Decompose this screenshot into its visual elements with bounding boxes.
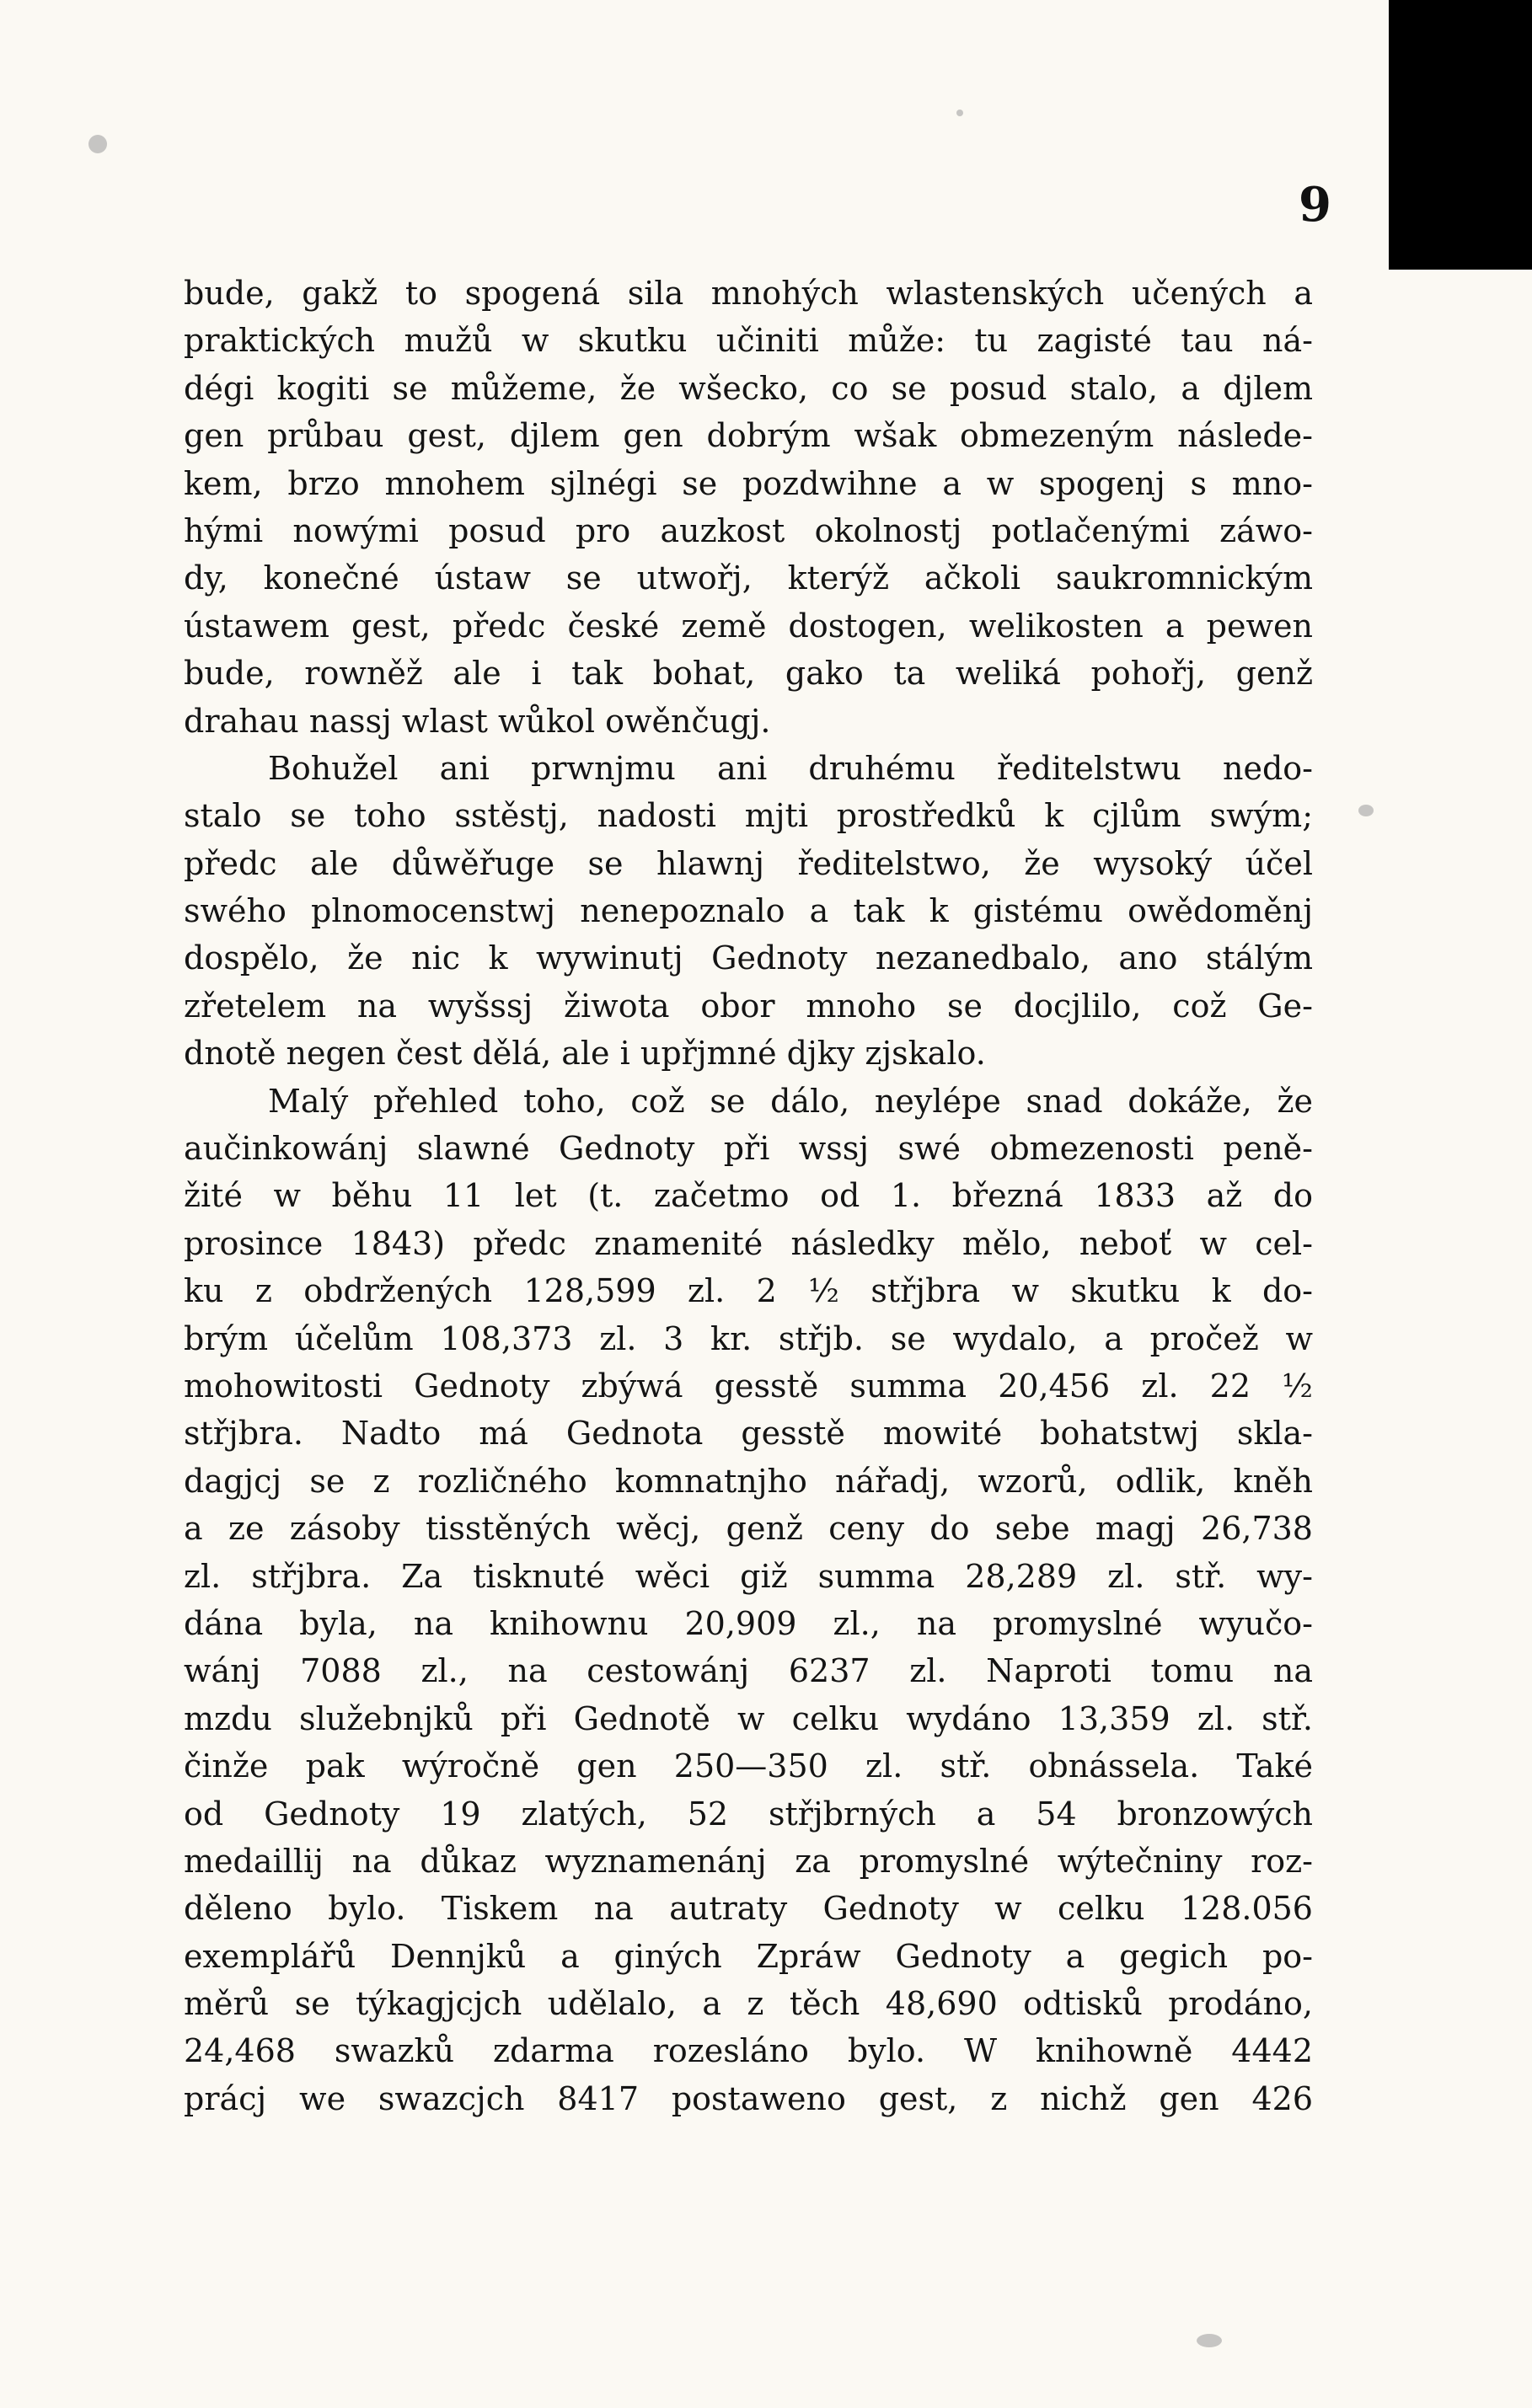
text-line: prosince 1843) předc znamenité následky mělo, neboť w cel-: [184, 1224, 1313, 1262]
text-line: ku z obdržených 128,599 zl. 2 ½ střjbra w skutku k do-: [184, 1272, 1313, 1310]
text-line: 24,468 swazků zdarma rozesláno bylo. W knihowně 4442: [184, 2032, 1313, 2070]
text-line: ústawem gest, předc české země dostogen, welikosten a pewen: [184, 607, 1313, 645]
text-line: děleno bylo. Tiskem na autraty Gednoty w celku 128.056: [184, 1890, 1313, 1928]
text-line: zřetelem na wyšssj žiwota obor mnoho se docjlilo, což Ge-: [184, 987, 1313, 1025]
paper-speck: [1197, 2334, 1222, 2347]
text-line: exemplářů Dennjků a giných Zpráw Gednoty a gegich po-: [184, 1937, 1313, 1975]
text-line: od Gednoty 19 zlatých, 52 střjbrných a 54 bronzowých: [184, 1795, 1313, 1833]
text-line: střjbra. Nadto má Gednota gesstě mowité bohatstwj skla-: [184, 1415, 1313, 1453]
page-number: 9: [1299, 177, 1331, 233]
text-line: zl. střjbra. Za tisknuté wěci giž summa 28,289 zl. stř. wy-: [184, 1557, 1313, 1595]
text-line: hými nowými posud pro auzkost okolnostj potlačenými záwo-: [184, 511, 1313, 549]
text-line: aučinkowánj slawné Gednoty při wssj swé obmezenosti peně-: [184, 1130, 1313, 1168]
text-line: gen průbau gest, djlem gen dobrým wšak obmezeným následe-: [184, 417, 1313, 455]
text-line: předc ale důwěřuge se hlawnj ředitelstwo, že wysoký účel: [184, 844, 1313, 882]
text-line: dospělo, že nic k wywinutj Gednoty nezanedbalo, ano stálým: [184, 939, 1313, 977]
text-line: kem, brzo mnohem sjlnégi se pozdwihne a w spogenj s mno-: [184, 464, 1313, 502]
text-line: mohowitosti Gednoty zbýwá gesstě summa 20,456 zl. 22 ½: [184, 1367, 1313, 1405]
body-text: [184, 270, 1313, 2122]
text-line: wánj 7088 zl., na cestowánj 6237 zl. Naproti tomu na: [184, 1652, 1313, 1690]
text-line: dána byla, na knihownu 20,909 zl., na promyslné wyučo-: [184, 1604, 1313, 1642]
text-line: měrů se týkagjcjch udělalo, a z těch 48,690 odtisků prodáno,: [184, 1985, 1313, 2023]
paper-speck: [1358, 805, 1374, 816]
text-line: dégi kogiti se můžeme, že wšecko, co se posud stalo, a djlem: [184, 369, 1313, 407]
text-line: Malý přehled toho, což se dálo, neylépe snad dokáže, že: [268, 1082, 1313, 1120]
text-line: prácj we swazcjch 8417 postaweno gest, z nichž gen 426: [184, 2079, 1313, 2117]
text-line: praktických mužů w skutku učiniti může: tu zagisté tau ná-: [184, 322, 1313, 360]
text-line: dagjcj se z rozličného komnatnjho nářadj, wzorů, odlik, kněh: [184, 1462, 1313, 1500]
text-line: brým účelům 108,373 zl. 3 kr. střjb. se wydalo, a pročež w: [184, 1319, 1313, 1357]
text-line: stalo se toho sstěstj, nadosti mjti prostředků k cjlům swým;: [184, 797, 1313, 835]
text-line: bude, rowněž ale i tak bohat, gako ta weliká pohořj, genž: [184, 655, 1313, 693]
text-line: drahau nassj wlast wůkol owěnčugj.: [184, 702, 771, 740]
text-line: žité w běhu 11 let (t. začetmo od 1. březná 1833 až do: [184, 1177, 1313, 1215]
text-line: dy, konečné ústaw se utwořj, kterýž ačkoli saukromnickým: [184, 559, 1313, 597]
paper-speck: [956, 110, 963, 116]
text-line: swého plnomocenstwj nenepoznalo a tak k gistému owědoměnj: [184, 892, 1313, 930]
text-line: dnotě negen čest dělá, ale i upřjmné djky zjskalo.: [184, 1035, 986, 1073]
paper-speck: [88, 135, 107, 153]
text-line: a ze zásoby tisstěných wěcj, genž ceny do sebe magj 26,738: [184, 1510, 1313, 1548]
text-line: bude, gakž to spogená sila mnohých wlastenských učených a: [184, 275, 1313, 312]
text-line: činže pak wýročně gen 250—350 zl. stř. obnássela. Také: [184, 1747, 1313, 1785]
torn-corner: [1389, 0, 1532, 270]
text-line: mzdu služebnjků při Gednotě w celku wydáno 13,359 zl. stř.: [184, 1699, 1313, 1737]
text-line: Bohužel ani prwnjmu ani druhému ředitelstwu nedo-: [268, 749, 1313, 787]
text-line: medaillij na důkaz wyznamenánj za promyslné wýtečniny roz-: [184, 1842, 1313, 1880]
